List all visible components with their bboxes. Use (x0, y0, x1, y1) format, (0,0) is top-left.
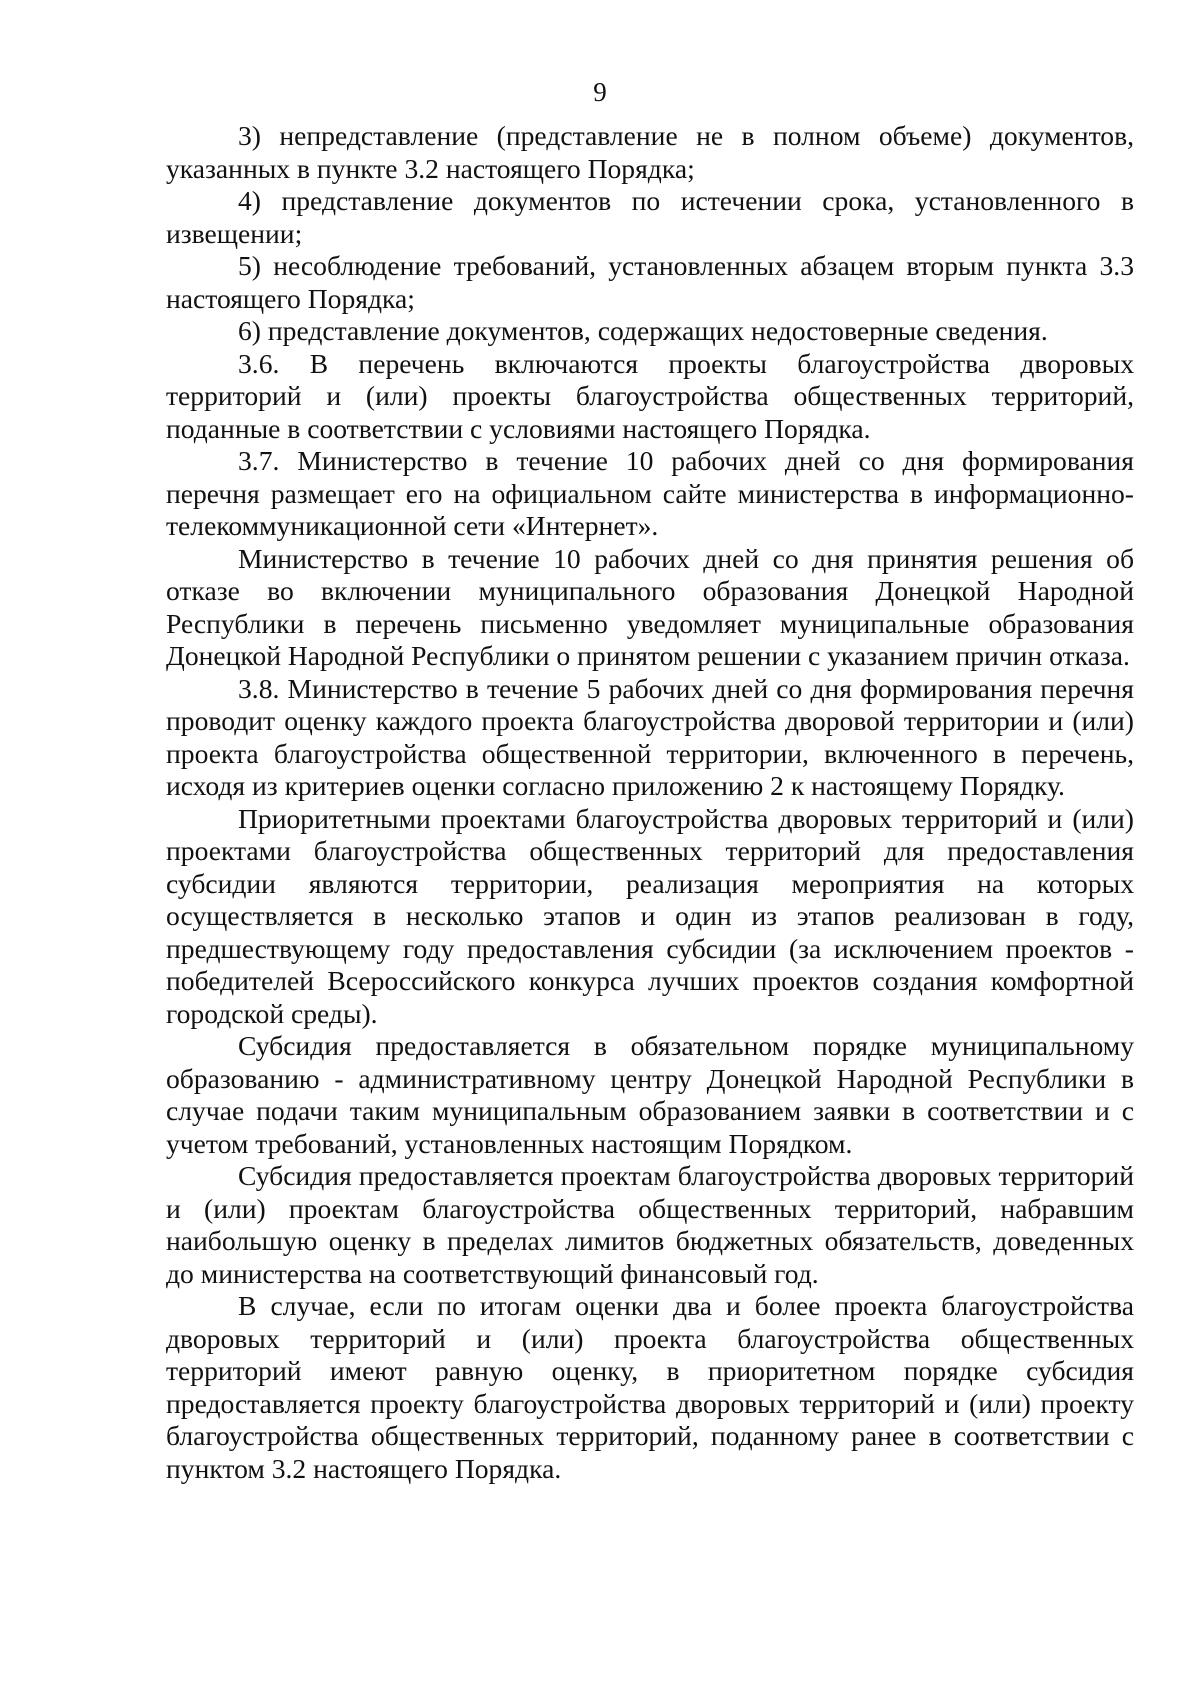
paragraph-item-5: 5) несоблюдение требований, установленных абзацем вторым пункта 3.3 настоящего Порядка; (166, 250, 1134, 314)
paragraph-subsidy-admin-center: Субсидия предоставляется в обязательном порядке муниципальному образованию - административному центру Донецкой Народной Республики в случае подачи таким муниципальным образованием заявки в соответствии и с учетом требований, установленных настоящим Порядком. (166, 1030, 1134, 1159)
paragraph-subsidy-highest-score: Субсидия предоставляется проектам благоустройства дворовых территорий и (или) проектам благоустройства общественных территорий, набравшим наибольшую оценку в пределах лимитов бюджетных обязательств, доведенных до министерства на соответствующий финансовый год. (166, 1160, 1134, 1289)
paragraph-equal-score: В случае, если по итогам оценки два и более проекта благоустройства дворовых территорий и (или) проекта благоустройства общественных территорий имеют равную оценку, в приоритетном порядке субсидия предоставляется проекту благоустройства дворовых территорий и (или) проекту благоустройства общественных территорий, поданному ранее в соответствии с пунктом 3.2 настоящего Порядка. (166, 1290, 1134, 1484)
document-body (166, 120, 1134, 1485)
paragraph-priority-projects: Приоритетными проектами благоустройства дворовых территорий и (или) проектами благоустройства общественных территорий для предоставления субсидии являются территории, реализация мероприятия на которых осуществляется в несколько этапов и один из этапов реализован в году, предшествующему году предоставления субсидии (за исключением проектов - победителей Всероссийского конкурса лучших проектов создания комфортной городской среды). (166, 802, 1134, 1029)
paragraph-refusal-notice: Министерство в течение 10 рабочих дней со дня принятия решения об отказе во включении муниципального образования Донецкой Народной Республики в перечень письменно уведомляет муниципальные образования Донецкой Народной Республики о принятом решении с указанием причин отказа. (166, 542, 1134, 671)
paragraph-clause-3-8: 3.8. Министерство в течение 5 рабочих дней со дня формирования перечня проводит оценку каждого проекта благоустройства дворовой территории и (или) проекта благоустройства общественной территории, включенного в перечень, исходя из критериев оценки согласно приложению 2 к настоящему Порядку. (166, 672, 1134, 801)
paragraph-item-3: 3) непредставление (представление не в полном объеме) документов, указанных в пункте 3.2 настоящего Порядка; (166, 120, 1134, 184)
paragraph-item-4: 4) представление документов по истечении срока, установленного в извещении; (166, 185, 1134, 249)
page-number: 9 (593, 77, 607, 107)
paragraph-clause-3-6: 3.6. В перечень включаются проекты благоустройства дворовых территорий и (или) проекты благоустройства общественных территорий, поданные в соответствии с условиями настоящего Порядка. (166, 347, 1134, 444)
paragraph-clause-3-7: 3.7. Министерство в течение 10 рабочих дней со дня формирования перечня размещает его на официальном сайте министерства в информационно-телекоммуникационной сети «Интернет». (166, 445, 1134, 541)
paragraph-item-6: 6) представление документов, содержащих недостоверные сведения. (238, 315, 1048, 346)
